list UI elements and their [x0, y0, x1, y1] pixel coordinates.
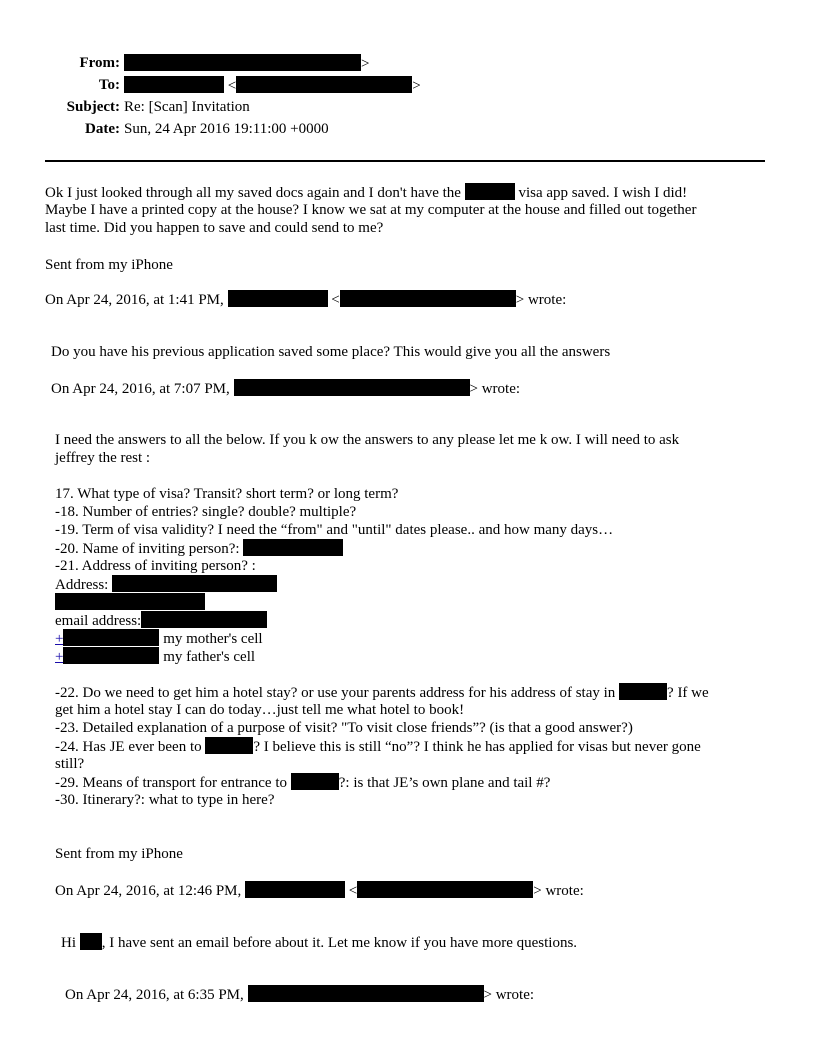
- body-text: Ok I just looked through all my saved docs again and I don't have the: [45, 185, 461, 201]
- redaction-block: [205, 737, 253, 754]
- redaction-block: [141, 611, 267, 628]
- body-text: Hi , I have sent an email before about it. Let me know if you have more questions.: [61, 935, 578, 951]
- redaction-block: [124, 76, 224, 93]
- body-text: visa app saved. I wish I did!: [518, 185, 688, 201]
- redaction-block: [248, 985, 484, 1002]
- body-text: Do you have his previous application saved some place? This would give you all the answers: [51, 344, 611, 360]
- quote-header: On Apr 24, 2016, at 7:07 PM, > wrote:: [51, 381, 521, 397]
- list-item-cont: get him a hotel stay I can do today…just tell me what hotel to book!: [55, 702, 465, 718]
- body-text: jeffrey the rest :: [55, 450, 151, 466]
- quote-header: On Apr 24, 2016, at 1:41 PM, < > wrote:: [45, 292, 567, 308]
- from-label: From:: [79, 55, 120, 71]
- list-item: -19. Term of visa validity? I need the “from" and "until" dates please.. and how many days…: [55, 522, 614, 538]
- redaction-block: [124, 54, 361, 71]
- redaction-block: [228, 290, 328, 307]
- list-item: 17. What type of visa? Transit? short term? or long term?: [55, 486, 399, 502]
- from-gt: >: [361, 56, 370, 72]
- redaction-block: [465, 183, 515, 200]
- date-label: Date:: [85, 121, 120, 137]
- address-line-2: [55, 593, 205, 612]
- list-item: -21. Address of inviting person? :: [55, 558, 256, 574]
- list-item: -18. Number of entries? single? double? multiple?: [55, 504, 357, 520]
- redaction-block: [80, 933, 102, 950]
- phone-link[interactable]: +: [55, 649, 64, 665]
- address-line: Address:: [55, 575, 277, 594]
- date-value: Sun, 24 Apr 2016 19:11:00 +0000: [124, 121, 329, 137]
- redaction-block: [234, 379, 470, 396]
- redaction-block: [112, 575, 277, 592]
- list-item: -29. Means of transport for entrance to ?: is that JE’s own plane and tail #?: [55, 775, 551, 791]
- redaction-block: [243, 539, 343, 556]
- email-line: email address:: [55, 611, 267, 630]
- body-text: Maybe I have a printed copy at the house? I know we sat at my computer at the house and filled out together: [45, 202, 697, 218]
- list-item: -22. Do we need to get him a hotel stay? or use your parents address for his address of stay in ? If we: [55, 685, 709, 701]
- to-label: To:: [98, 77, 120, 93]
- list-item: -23. Detailed explanation of a purpose of visit? "To visit close friends”? (is that a good answer?): [55, 720, 633, 736]
- body-text: last time. Did you happen to save and could send to me?: [45, 220, 384, 236]
- signature-sent-from: Sent from my iPhone: [55, 846, 183, 862]
- to-gt: >: [412, 78, 421, 94]
- phone-line-father: + my father's cell: [55, 649, 256, 665]
- redaction-block: [236, 76, 412, 93]
- quote-header: On Apr 24, 2016, at 12:46 PM, < > wrote:: [55, 883, 584, 899]
- subject-label: Subject:: [66, 99, 120, 115]
- header-divider: [45, 160, 765, 162]
- to-lt: <: [227, 78, 237, 94]
- redaction-block: [291, 773, 339, 790]
- phone-line-mother: + my mother's cell: [55, 631, 263, 647]
- signature-sent-from: Sent from my iPhone: [45, 257, 173, 273]
- redaction-block: [63, 647, 159, 664]
- redaction-block: [245, 881, 345, 898]
- body-text: I need the answers to all the below. If you k ow the answers to any please let me k ow. I will need to ask: [55, 432, 680, 448]
- list-item: -20. Name of inviting person?:: [55, 539, 343, 558]
- redaction-block: [55, 593, 205, 610]
- redaction-block: [619, 683, 667, 700]
- quote-header: On Apr 24, 2016, at 6:35 PM, > wrote:: [65, 987, 535, 1003]
- phone-link[interactable]: +: [55, 631, 64, 647]
- list-item: -24. Has JE ever been to ? I believe this is still “no”? I think he has applied for visas but never gone: [55, 739, 701, 755]
- list-item-cont: still?: [55, 756, 85, 772]
- redaction-block: [357, 881, 533, 898]
- redaction-block: [340, 290, 516, 307]
- redaction-block: [63, 629, 159, 646]
- list-item: -30. Itinerary?: what to type in here?: [55, 792, 275, 808]
- subject-value: Re: [Scan] Invitation: [124, 99, 250, 115]
